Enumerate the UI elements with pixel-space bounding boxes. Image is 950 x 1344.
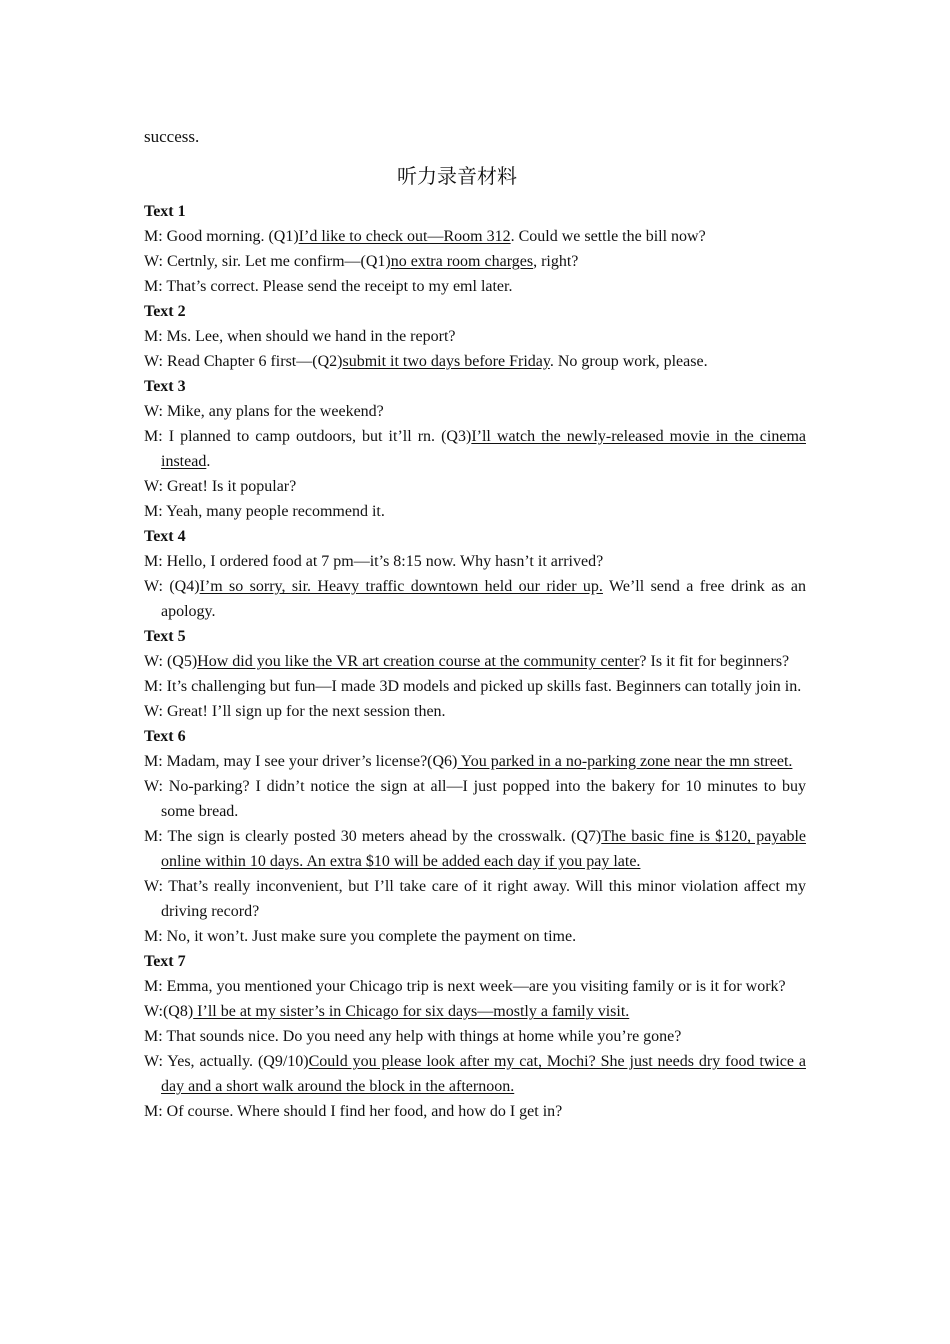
dialogue-line: [144, 349, 806, 374]
line-text: M: Of course. Where should I find her food, and how do I get in?: [144, 1103, 563, 1120]
dialogue-line: [144, 224, 806, 249]
text-heading: Text 4: [144, 528, 186, 545]
dialogue-line: [144, 699, 806, 724]
dialogue-line: [144, 399, 806, 424]
line-text: W: That’s really inconvenient, but I’ll take care of it right away. Will this minor violation affect my driving record?: [144, 878, 806, 920]
line-text: W: Read Chapter 6 first—(Q2): [144, 353, 343, 370]
line-text-tail: , right?: [533, 253, 579, 270]
line-text: W: Great! Is it popular?: [144, 478, 297, 495]
dialogue-line: [144, 674, 806, 699]
dialogue-line: [144, 1099, 806, 1124]
line-text: M: Emma, you mentioned your Chicago trip is next week—are you visiting family or is it for work?: [144, 978, 786, 995]
dialogue-line: [144, 874, 806, 924]
line-text: W: (Q4): [144, 578, 200, 595]
line-text: M: Ms. Lee, when should we hand in the report?: [144, 328, 456, 345]
line-text: W:(Q8): [144, 1003, 194, 1020]
line-text: M: No, it won’t. Just make sure you complete the payment on time.: [144, 928, 577, 945]
line-text: W: (Q5): [144, 653, 198, 670]
answer-underline: I’d like to check out—Room 312: [298, 228, 511, 245]
dialogue-line: [144, 974, 806, 999]
dialogue-line: [144, 824, 806, 874]
dialogue-line: [144, 249, 806, 274]
dialogue-line: [144, 999, 806, 1024]
dialogue-line: [144, 1049, 806, 1099]
text-heading: Text 5: [144, 628, 186, 645]
continued-text: success.: [144, 127, 200, 146]
dialogue-line: [144, 574, 806, 624]
answer-underline: I’m so sorry, sir. Heavy traffic downtown held our rider up.: [199, 578, 603, 595]
line-text-tail: .: [206, 453, 211, 470]
dialogue-line: [144, 474, 806, 499]
transcript-body: [144, 199, 806, 1124]
dialogue-line: [144, 1024, 806, 1049]
answer-underline: Could you please look after my cat, Mochi? She just needs dry food twice a day and a short walk around the block in the afternoon.: [161, 1053, 806, 1095]
line-text: M: Good morning. (Q1): [144, 228, 299, 245]
line-text: M: The sign is clearly posted 30 meters ahead by the crosswalk. (Q7): [144, 828, 602, 845]
dialogue-line: [144, 774, 806, 824]
line-text: M: That’s correct. Please send the receipt to my eml later.: [144, 278, 513, 295]
line-text: M: I planned to camp outdoors, but it’ll rn. (Q3): [144, 428, 472, 445]
line-text: W: No-parking? I didn’t notice the sign at all—I just popped into the bakery for 10 minutes to buy some bread.: [144, 778, 806, 820]
line-text: M: Yeah, many people recommend it.: [144, 503, 385, 520]
answer-underline: I’ll watch the newly-released movie in the cinema instead: [161, 428, 806, 470]
line-text-tail: . No group work, please.: [549, 353, 708, 370]
answer-underline: I’ll be at my sister’s in Chicago for six days—mostly a family visit.: [193, 1003, 630, 1020]
answer-underline: You parked in a no-parking zone near the mn street.: [457, 753, 793, 770]
answer-underline: The basic fine is $120, payable online within 10 days. An extra $10 will be added each day if you pay late.: [161, 828, 807, 870]
line-text: W: Great! I’ll sign up for the next session then.: [144, 703, 446, 720]
text-heading: Text 6: [144, 728, 186, 745]
line-text-tail: . Could we settle the bill now?: [510, 228, 706, 245]
dialogue-line: [144, 424, 806, 474]
text-heading: Text 3: [144, 378, 186, 395]
line-text: W: Mike, any plans for the weekend?: [144, 403, 384, 420]
line-text: W: Yes, actually. (Q9/10): [144, 1053, 309, 1070]
dialogue-line: [144, 499, 806, 524]
line-text: M: That sounds nice. Do you need any help with things at home while you’re gone?: [144, 1028, 682, 1045]
dialogue-line: [144, 749, 806, 774]
line-text: M: It’s challenging but fun—I made 3D models and picked up skills fast. Beginners can totally join in.: [144, 678, 802, 695]
text-heading: Text 7: [144, 953, 186, 970]
answer-underline: no extra room charges: [390, 253, 534, 270]
line-text-tail: We’ll send a free drink as an apology.: [161, 578, 807, 620]
text-heading: Text 2: [144, 303, 186, 320]
answer-underline: submit it two days before Friday: [342, 353, 550, 370]
page-title: 听力录音材料: [397, 164, 517, 188]
dialogue-line: [144, 324, 806, 349]
line-text: M: Madam, may I see your driver’s license?(Q6): [144, 753, 458, 770]
line-text: W: Certnly, sir. Let me confirm—(Q1): [144, 253, 391, 270]
line-text: M: Hello, I ordered food at 7 pm—it’s 8:15 now. Why hasn’t it arrived?: [144, 553, 604, 570]
line-text-tail: ? Is it fit for beginners?: [639, 653, 790, 670]
dialogue-line: [144, 274, 806, 299]
dialogue-line: [144, 649, 806, 674]
text-heading: Text 1: [144, 203, 186, 220]
dialogue-line: [144, 549, 806, 574]
dialogue-line: [144, 924, 806, 949]
answer-underline: How did you like the VR art creation course at the community center: [197, 653, 640, 670]
